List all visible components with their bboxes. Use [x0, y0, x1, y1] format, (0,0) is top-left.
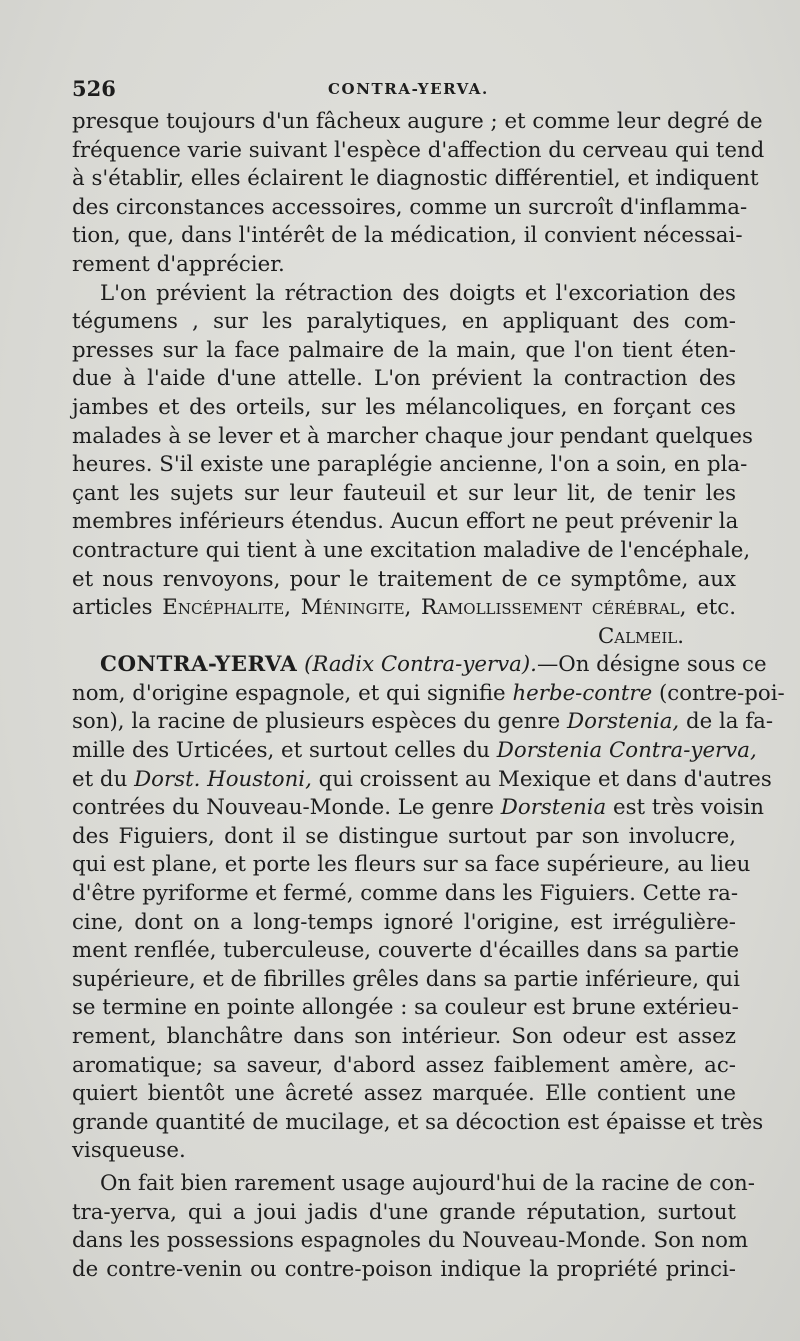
- text-line: rement d'apprécier.: [72, 251, 285, 277]
- author-signature: Calmeil.: [597, 623, 684, 649]
- entry-first-line: [72, 651, 767, 680]
- text-line: çant les sujets sur leur fauteuil et sur leur lit, de tenir les: [72, 480, 736, 506]
- text-line: quiert bientôt une âcreté assez marquée. Elle contient une: [72, 1081, 736, 1107]
- text-line: tra-yerva, qui a joui jadis d'une grande réputation, surtout: [72, 1199, 736, 1225]
- italic-term: Dorst. Houstoni,: [134, 766, 312, 792]
- text-fragment: —On désigne sous ce: [536, 652, 767, 678]
- text-line: malades à se lever et à marcher chaque jour pendant quelques: [72, 423, 753, 449]
- text-line: presses sur la face palmaire de la main, que l'on tient éten-: [72, 337, 736, 363]
- text-line: et nous renvoyons, pour le traitement de ce symptôme, aux: [72, 566, 736, 592]
- text-line: [72, 794, 764, 823]
- text-fragment: de la fa-: [679, 709, 774, 735]
- text-line: jambes et des orteils, sur les mélancoliques, en forçant ces: [72, 394, 736, 420]
- text-line: presque toujours d'un fâcheux augure ; et comme leur degré de: [72, 109, 763, 134]
- body-text: [72, 108, 785, 1284]
- text-line: heures. S'il existe une paraplégie ancienne, l'on a soin, en pla-: [72, 452, 748, 478]
- text-line: tégumens , sur les paralytiques, en appliquant des com-: [72, 309, 736, 335]
- text-fragment: qui croissent au Mexique et dans d'autres: [311, 766, 772, 792]
- text-line: visqueuse.: [72, 1138, 186, 1164]
- italic-term: Dorstenia Contra-yerva,: [496, 738, 757, 764]
- text-line: L'on prévient la rétraction des doigts et l'excoriation des: [100, 280, 736, 306]
- text-line: [72, 680, 785, 709]
- text-fragment: , etc.: [679, 595, 736, 621]
- text-line: fréquence varie suivant l'espèce d'affection du cerveau qui tend: [72, 137, 765, 163]
- text-line: aromatique; sa saveur, d'abord assez faiblement amère, ac-: [72, 1052, 736, 1078]
- text-line: tion, que, dans l'intérêt de la médication, il convient nécessai-: [72, 223, 743, 249]
- text-line: contracture qui tient à une excitation maladive de l'encéphale,: [72, 537, 751, 563]
- text-line: [72, 594, 736, 623]
- text-fragment: nom, d'origine espagnole, et qui signifie: [72, 680, 513, 706]
- text-line: [72, 766, 772, 795]
- text-line: qui est plane, et porte les fleurs sur sa face supérieure, au lieu: [72, 852, 751, 878]
- text-line: des circonstances accessoires, comme un surcroît d'inflamma-: [72, 194, 748, 220]
- text-line: grande quantité de mucilage, et sa décoction est épaisse et très: [72, 1109, 764, 1135]
- text-line: ment renflée, tuberculeuse, couverte d'écailles dans sa partie: [72, 938, 740, 964]
- text-fragment: articles: [72, 595, 153, 621]
- text-line: à s'établir, elles éclairent le diagnostic différentiel, et indiquent: [72, 166, 759, 192]
- text-fragment: contrées du Nouveau-Monde. Le genre: [72, 795, 501, 821]
- page-number: 526: [72, 76, 116, 101]
- text-line: due à l'aide d'une attelle. L'on prévient la contraction des: [72, 366, 736, 392]
- text-line: membres inférieurs étendus. Aucun effort ne peut prévenir la: [72, 509, 739, 535]
- entry-headword: CONTRA-YERVA: [100, 652, 298, 678]
- text-line: se termine en pointe allongée : sa couleur est brune extérieu-: [72, 995, 739, 1021]
- text-fragment: son), la racine de plusieurs espèces du genre: [72, 709, 568, 735]
- text-line: cine, dont on a long-temps ignoré l'origine, est irrégulière-: [72, 909, 736, 935]
- text-fragment: (contre-poi-: [652, 680, 785, 706]
- text-line: rement, blanchâtre dans son intérieur. Son odeur est assez: [72, 1024, 736, 1049]
- italic-term: herbe-contre: [512, 680, 653, 706]
- text-line: On fait bien rarement usage aujourd'hui de la racine de con-: [100, 1170, 755, 1196]
- text-line: d'être pyriforme et fermé, comme dans les Figuiers. Cette ra-: [72, 881, 739, 907]
- text-fragment: est très voisin: [606, 795, 764, 821]
- text-line: supérieure, et de fibrilles grêles dans sa partie inférieure, qui: [72, 966, 740, 992]
- text-fragment: mille des Urticées, et surtout celles du: [72, 738, 497, 764]
- italic-term: Dorstenia: [500, 795, 607, 821]
- italic-term: Dorstenia,: [567, 709, 680, 735]
- text-line: [72, 737, 757, 766]
- text-line: dans les possessions espagnoles du Nouveau-Monde. Son nom: [72, 1228, 749, 1254]
- running-head: CONTRA-YERVA.: [328, 80, 489, 98]
- text-fragment: et du: [72, 766, 135, 792]
- text-line: [72, 708, 774, 737]
- text-line: des Figuiers, dont il se distingue surtout par son involucre,: [72, 823, 736, 849]
- page-header: [72, 76, 736, 102]
- entry-latin-name: (Radix Contra-yerva).: [304, 652, 537, 678]
- cross-references: Encéphalite, Méningite, Ramollissement cérébral: [162, 595, 680, 621]
- text-line: de contre-venin ou contre-poison indique la propriété princi-: [72, 1256, 736, 1282]
